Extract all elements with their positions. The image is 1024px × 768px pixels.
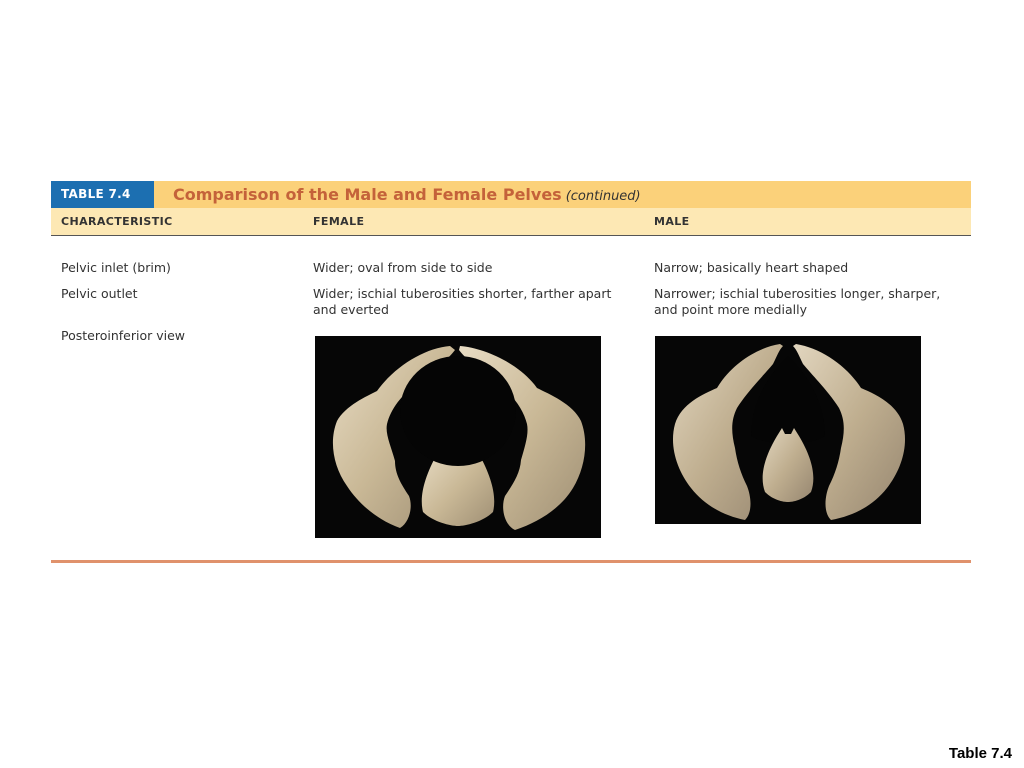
table-header-bar: [51, 181, 971, 208]
row-inlet-female: Wider; oval from side to side: [313, 260, 493, 275]
table-number-tag: TABLE 7.4: [51, 181, 154, 208]
female-pelvis-photo: [315, 336, 601, 538]
slide-label: Table 7.4: [948, 745, 1012, 762]
row-inlet-characteristic: Pelvic inlet (brim): [61, 260, 171, 275]
table-continued-note: (continued): [565, 189, 641, 204]
column-header-male: MALE: [654, 215, 690, 228]
column-header-characteristic: CHARACTERISTIC: [61, 215, 173, 228]
row-view-characteristic: Posteroinferior view: [61, 328, 185, 343]
column-header-female: FEMALE: [313, 215, 365, 228]
table-bottom-rule: [51, 560, 971, 563]
table-title: [173, 181, 641, 208]
table-title-text: Comparison of the Male and Female Pelves: [173, 185, 562, 204]
row-outlet-male: Narrower; ischial tuberosities longer, sharper, and point more medially: [654, 286, 941, 317]
row-outlet-characteristic: Pelvic outlet: [61, 286, 138, 301]
row-outlet-female: Wider; ischial tuberosities shorter, farther apart and everted: [313, 286, 612, 317]
male-pelvis-photo: [655, 336, 921, 524]
column-header-row: [51, 208, 971, 236]
row-inlet-male: Narrow; basically heart shaped: [654, 260, 849, 275]
